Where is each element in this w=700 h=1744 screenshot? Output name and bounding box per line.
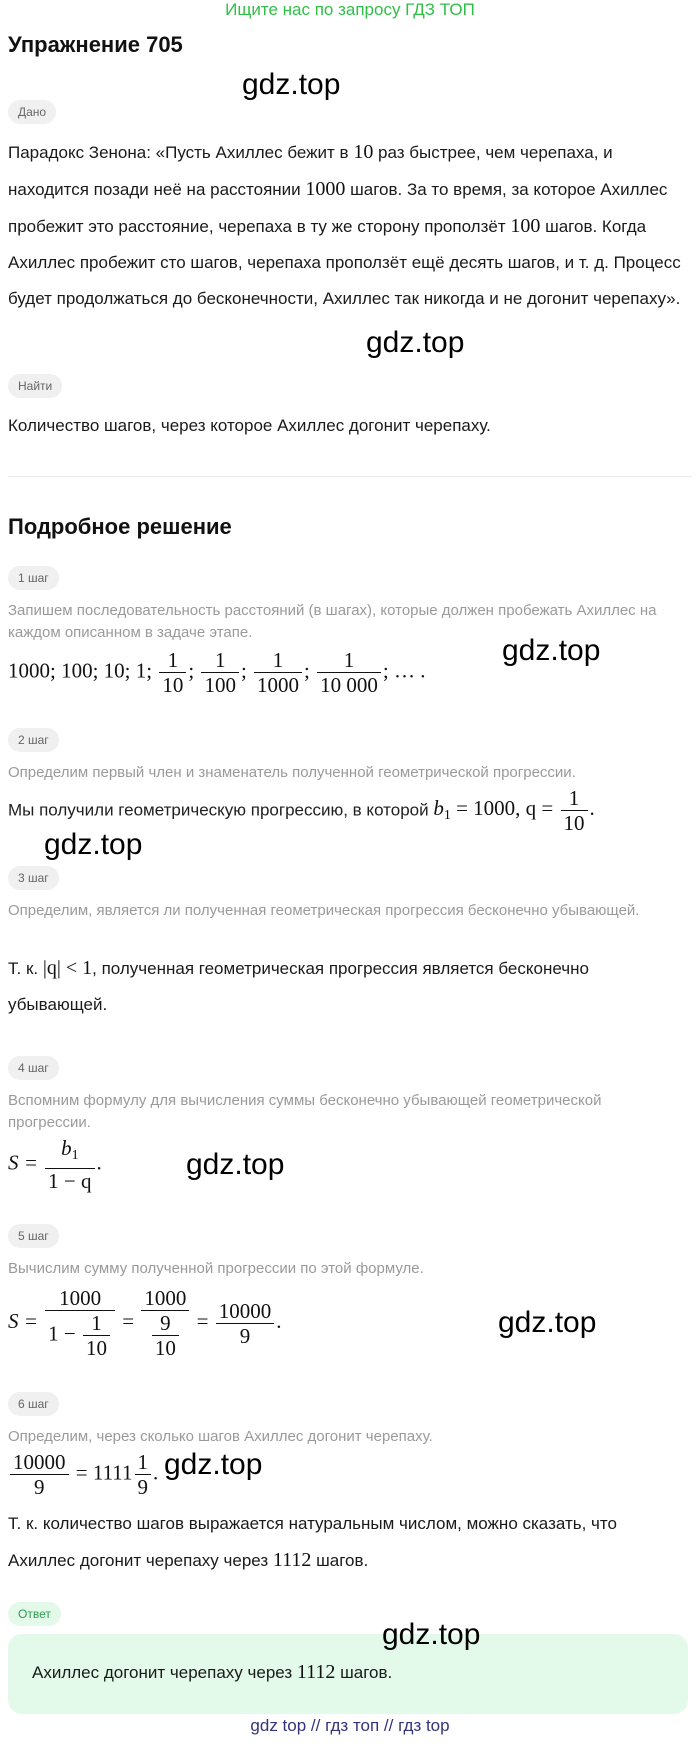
step5-formula: S = 1000 1 − $\frac{1}{10}$ = $\frac{1000}{\frac{9}{10}}$ = $\frac{10000}{9}$ . bbox=[8, 1286, 282, 1360]
step6-text: Т. к. количество шагов выражается натуральным числом, можно сказать, что Ахиллес догонит черепаху через 1112 шагов. bbox=[8, 1514, 617, 1571]
watermark: gdz.top bbox=[502, 634, 601, 667]
find-text: Количество шагов, через которое Ахиллес догонит черепаху. bbox=[8, 416, 491, 435]
watermark: gdz.top bbox=[186, 1148, 285, 1181]
watermark: gdz.top bbox=[44, 828, 143, 861]
step4-hint: Вспомним формулу для вычисления суммы бесконечно убывающей геометрической прогрессии. bbox=[8, 1092, 602, 1131]
step5-badge: 5 шаг bbox=[8, 1224, 59, 1248]
step6-hint: Определим, через сколько шагов Ахиллес догонит черепаху. bbox=[8, 1428, 433, 1445]
step1-badge: 1 шаг bbox=[8, 566, 59, 590]
step2-badge: 2 шаг bbox=[8, 728, 59, 752]
watermark: gdz.top bbox=[382, 1618, 481, 1651]
given-badge: Дано bbox=[8, 100, 56, 124]
step3-badge: 3 шаг bbox=[8, 866, 59, 890]
divider bbox=[8, 476, 692, 477]
step1-hint: Запишем последовательность расстояний (в шагах), которые должен пробежать Ахиллес на каждом описанном в задаче этапе. bbox=[8, 602, 657, 641]
step6-badge: 6 шаг bbox=[8, 1392, 59, 1416]
step3-text: Т. к. |q| < 1, полученная геометрическая прогрессия является бесконечно убывающей. bbox=[8, 957, 589, 1014]
answer-text: Ахиллес догонит черепаху через 1112 шагов. bbox=[32, 1661, 393, 1683]
step2-text: Мы получили геометрическую прогрессию, в которой $b_1 = 1000$, q = $\frac{1}{10}$ . bbox=[8, 786, 595, 835]
footer-links[interactable]: gdz top // гдз топ // гдз top bbox=[250, 1716, 450, 1735]
watermark: gdz.top bbox=[242, 68, 341, 101]
step4-badge: 4 шаг bbox=[8, 1056, 59, 1080]
find-badge: Найти bbox=[8, 374, 62, 398]
step6-formula: $\frac{10000}{9}$ = 1111 $\frac{1}{9}$ . bbox=[8, 1450, 158, 1499]
step5-hint: Вычислим сумму полученной прогрессии по этой формуле. bbox=[8, 1260, 424, 1277]
step4-formula: S = $\frac{b_1}{1 - q}$ . bbox=[8, 1136, 102, 1193]
step1-sequence: 1000; 100; 10; 1; $\frac{1}{10}$ ; $\frac{1}{100}$ ; $\frac{1}{1000}$ ; $\frac{1}{10 000}$ ; … . bbox=[8, 648, 426, 697]
top-banner[interactable]: Ищите нас по запросу ГДЗ ТОП bbox=[225, 0, 475, 19]
given-text: Парадокс Зенона: «Пусть Ахиллес бежит в 10 раз быстрее, чем черепаха, и находится позади неё на расстоянии 1000 шагов. За то время, за которое Ахиллес пробежит это расстояние, черепаха в ту же сторону проползёт 100 шагов. Когда Ахиллес пробежит сто шагов, черепаха проползёт ещё десять шагов, и т. д. Процесс будет продолжаться до бесконечности, Ахиллес так никогда и не догонит черепаху». bbox=[8, 141, 681, 308]
watermark: gdz.top bbox=[498, 1306, 597, 1339]
solution-title: Подробное решение bbox=[8, 514, 232, 539]
step3-hint: Определим, является ли полученная геометрическая прогрессия бесконечно убывающей. bbox=[8, 902, 640, 919]
watermark: gdz.top bbox=[366, 326, 465, 359]
page-title: Упражнение 705 bbox=[8, 32, 183, 57]
step2-hint: Определим первый член и знаменатель полученной геометрической прогрессии. bbox=[8, 764, 576, 781]
answer-badge: Ответ bbox=[8, 1602, 61, 1626]
watermark: gdz.top bbox=[164, 1448, 263, 1481]
